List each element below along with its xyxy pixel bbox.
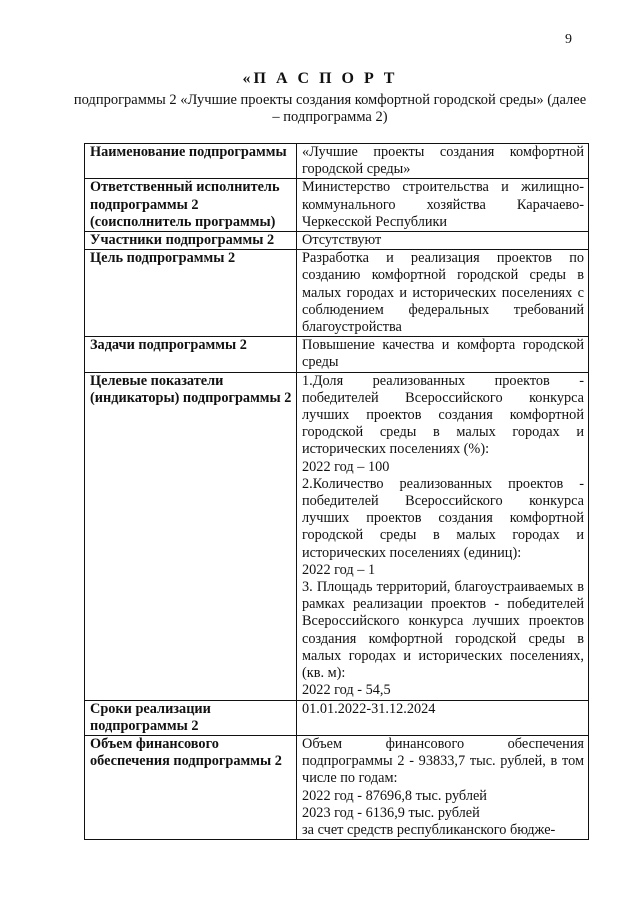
- row-label-participants: Участники подпрограммы 2: [85, 232, 297, 250]
- page-number: 9: [565, 32, 572, 47]
- document-title: «П А С П О Р Т: [242, 70, 398, 87]
- value-line: Министерство строительства и жилищно-коммунального хозяйства Карачаево-Черкесской Республики: [302, 179, 584, 230]
- value-line: 2022 год – 100: [302, 458, 390, 475]
- table-row: [85, 144, 589, 179]
- value-line: 2022 год - 87696,8 тыс. рублей: [302, 787, 487, 804]
- table-row: [85, 232, 589, 250]
- value-line: 3. Площадь территорий, благоустраиваемых в рамках реализации проектов - победителей Всероссийского конкурса лучших проектов создания комфортной городской среды в малых городах и исторических поселениях, (кв. м):: [302, 579, 584, 682]
- table-row: [85, 372, 589, 700]
- value-line: 1.Доля реализованных проектов - победителей Всероссийского конкурса лучших проектов создания комфортной городской среды в малых городах и исторических поселениях (%):: [302, 372, 584, 458]
- table-row: [85, 735, 589, 839]
- value-line: Повышение качества и комфорта городской среды: [302, 337, 584, 371]
- value-line: Разработка и реализация проектов по созданию комфортной городской среды в малых городах и исторических поселениях с соблюдением федеральных требований благоустройства: [302, 250, 584, 336]
- row-label-name: Наименование подпрограммы: [85, 144, 297, 179]
- value-line: 2023 год - 6136,9 тыс. рублей: [302, 804, 480, 821]
- row-label-terms: Сроки реализации подпрограммы 2: [85, 700, 297, 735]
- row-value-indicators: [297, 372, 589, 700]
- row-value-funding: [297, 735, 589, 839]
- row-label-executor: Ответственный исполнитель подпрограммы 2 (соисполнитель программы): [85, 179, 297, 232]
- row-label-indicators: Целевые показатели (индикаторы) подпрограммы 2: [85, 372, 297, 700]
- row-value-goal: [297, 250, 589, 337]
- value-line: 01.01.2022-31.12.2024: [302, 700, 436, 717]
- row-value-tasks: [297, 337, 589, 372]
- row-label-funding: Объем финансового обеспечения подпрограммы 2: [85, 735, 297, 839]
- row-value-executor: [297, 179, 589, 232]
- value-line: Объем финансового обеспечения подпрограммы 2 - 93833,7 тыс. рублей, в том числе по годам:: [302, 735, 584, 787]
- value-line: 2.Количество реализованных проектов - победителей Всероссийского конкурса лучших проектов создания комфортной городской среды в малых городах и исторических поселениях (единиц):: [302, 475, 584, 561]
- row-label-goal: Цель подпрограммы 2: [85, 250, 297, 337]
- passport-table: [84, 143, 589, 840]
- value-line: 2022 год - 54,5: [302, 682, 391, 699]
- value-line: 2022 год – 1: [302, 561, 376, 578]
- value-line: «Лучшие проекты создания комфортной городской среды»: [302, 144, 584, 178]
- document-subtitle: подпрограммы 2 «Лучшие проекты создания комфортной городской среды» (далее – подпрограмма 2): [73, 92, 587, 125]
- row-value-participants: [297, 232, 589, 250]
- row-value-name: [297, 144, 589, 179]
- value-line: за счет средств республиканского бюдже-: [302, 821, 556, 838]
- row-value-terms: [297, 700, 589, 735]
- row-label-tasks: Задачи подпрограммы 2: [85, 337, 297, 372]
- table-row: [85, 179, 589, 232]
- table-row: [85, 337, 589, 372]
- table-row: [85, 700, 589, 735]
- value-line: Отсутствуют: [302, 232, 382, 249]
- table-row: [85, 250, 589, 337]
